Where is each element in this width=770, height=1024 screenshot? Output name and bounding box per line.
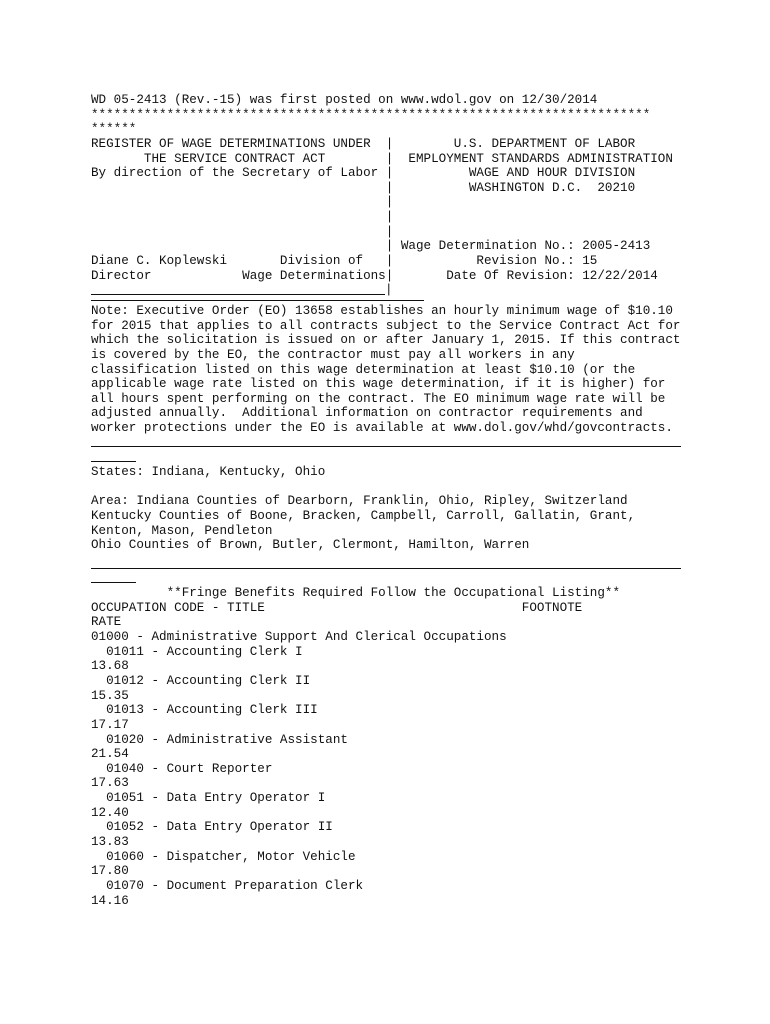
- occupation-entry: [91, 850, 691, 879]
- occupation-entry: [91, 703, 691, 732]
- wage-determination-document: [91, 93, 691, 908]
- note-line: all hours spent performing on the contract. The EO minimum wage rate will be: [91, 391, 666, 406]
- register-line: THE SERVICE CONTRACT ACT | EMPLOYMENT STANDARDS ADMINISTRATION: [91, 151, 673, 166]
- note-top-rule: [91, 298, 691, 304]
- register-line: | WASHINGTON D.C. 20210: [91, 180, 636, 195]
- occupation-rate: 17.80: [91, 864, 129, 879]
- occupation-rate: 17.17: [91, 717, 129, 732]
- occupation-entry: [91, 820, 691, 849]
- section-rule: [91, 557, 691, 572]
- area-line: Area: Indiana Counties of Dearborn, Franklin, Ohio, Ripley, Switzerland: [91, 494, 628, 509]
- note-line: is covered by the EO, the contractor must pay all workers in any: [91, 347, 575, 362]
- note-line: classification listed on this wage determination at least $10.10 (or the: [91, 362, 636, 377]
- occupation-title: 01013 - Accounting Clerk III: [91, 703, 318, 718]
- fringe-benefits-heading: **Fringe Benefits Required Follow the Occupational Listing**: [91, 586, 621, 601]
- note-line: worker protections under the EO is available at www.dol.gov/whd/govcontracts.: [91, 421, 673, 436]
- register-underline: [91, 294, 385, 295]
- states-line: States: Indiana, Kentucky, Ohio: [91, 465, 326, 480]
- occupation-title: 01060 - Dispatcher, Motor Vehicle: [91, 849, 356, 864]
- register-line: |: [91, 195, 394, 210]
- occupation-title: 01020 - Administrative Assistant: [91, 732, 348, 747]
- section-rule: [91, 436, 691, 451]
- area-block: [91, 494, 691, 553]
- note-line: adjusted annually. Additional information on contractor requirements and: [91, 406, 643, 421]
- occupation-rate: 14.16: [91, 893, 129, 908]
- section-rule-continued: [91, 450, 691, 465]
- occupation-entry: [91, 791, 691, 820]
- occupation-group-title: 01000 - Administrative Support And Clerical Occupations: [91, 630, 507, 645]
- register-line: By direction of the Secretary of Labor | WAGE AND HOUR DIVISION: [91, 166, 636, 181]
- occupation-entry: [91, 674, 691, 703]
- register-line: REGISTER OF WAGE DETERMINATIONS UNDER | U.S. DEPARTMENT OF LABOR: [91, 136, 636, 151]
- eo-note: [91, 304, 691, 436]
- register-bar: |: [385, 283, 393, 298]
- wage-determination-number-line: | Wage Determination No.: 2005-2413: [91, 239, 651, 254]
- note-line: for 2015 that applies to all contracts subject to the Service Contract Act for: [91, 318, 681, 333]
- area-line: Ohio Counties of Brown, Butler, Clermont, Hamilton, Warren: [91, 538, 530, 553]
- area-line: Kenton, Mason, Pendleton: [91, 523, 273, 538]
- rate-header: RATE: [91, 615, 122, 630]
- occupation-rate: 21.54: [91, 747, 129, 762]
- occupation-title: 01051 - Data Entry Operator I: [91, 791, 326, 806]
- occupation-title: 01040 - Court Reporter: [91, 761, 273, 776]
- asterisk-rule-continued: ******: [91, 122, 137, 137]
- occupation-rate: 15.35: [91, 688, 129, 703]
- revision-number-line: Diane C. Koplewski Division of | Revision No.: 15: [91, 254, 598, 269]
- occupation-rate: 17.63: [91, 776, 129, 791]
- register-line: |: [91, 224, 394, 239]
- occupation-rate: 13.68: [91, 659, 129, 674]
- occupation-title: 01011 - Accounting Clerk I: [91, 644, 303, 659]
- register-line: |: [91, 210, 394, 225]
- note-line: applicable wage rate listed on this wage determination, if it is higher) for: [91, 377, 666, 392]
- occupation-rate: 13.83: [91, 835, 129, 850]
- section-rule-continued: [91, 572, 691, 587]
- occupation-entry: [91, 762, 691, 791]
- area-line: Kentucky Counties of Boone, Bracken, Campbell, Carroll, Gallatin, Grant,: [91, 508, 636, 523]
- register-bottom-rule: [91, 283, 691, 298]
- occupation-entry: [91, 733, 691, 762]
- asterisk-rule: **************************************************************************: [91, 107, 651, 122]
- register-block: [91, 137, 691, 298]
- occupation-rate: 12.40: [91, 805, 129, 820]
- note-line: Note: Executive Order (EO) 13658 establishes an hourly minimum wage of $10.10: [91, 303, 673, 318]
- occupation-title: 01052 - Data Entry Operator II: [91, 820, 333, 835]
- occupational-listing: [91, 586, 691, 908]
- occupation-title: 01012 - Accounting Clerk II: [91, 673, 311, 688]
- posted-line: WD 05-2413 (Rev.-15) was first posted on www.wdol.gov on 12/30/2014: [91, 93, 598, 107]
- date-of-revision-line: Director Wage Determinations| Date Of Revision: 12/22/2014: [91, 268, 658, 283]
- column-header: OCCUPATION CODE - TITLE FOOTNOTE: [91, 600, 583, 615]
- note-line: which the solicitation is issued on or after January 1, 2015. If this contract: [91, 333, 681, 348]
- occupation-title: 01070 - Document Preparation Clerk: [91, 878, 364, 893]
- occupation-entry: [91, 879, 691, 908]
- occupation-entry: [91, 645, 691, 674]
